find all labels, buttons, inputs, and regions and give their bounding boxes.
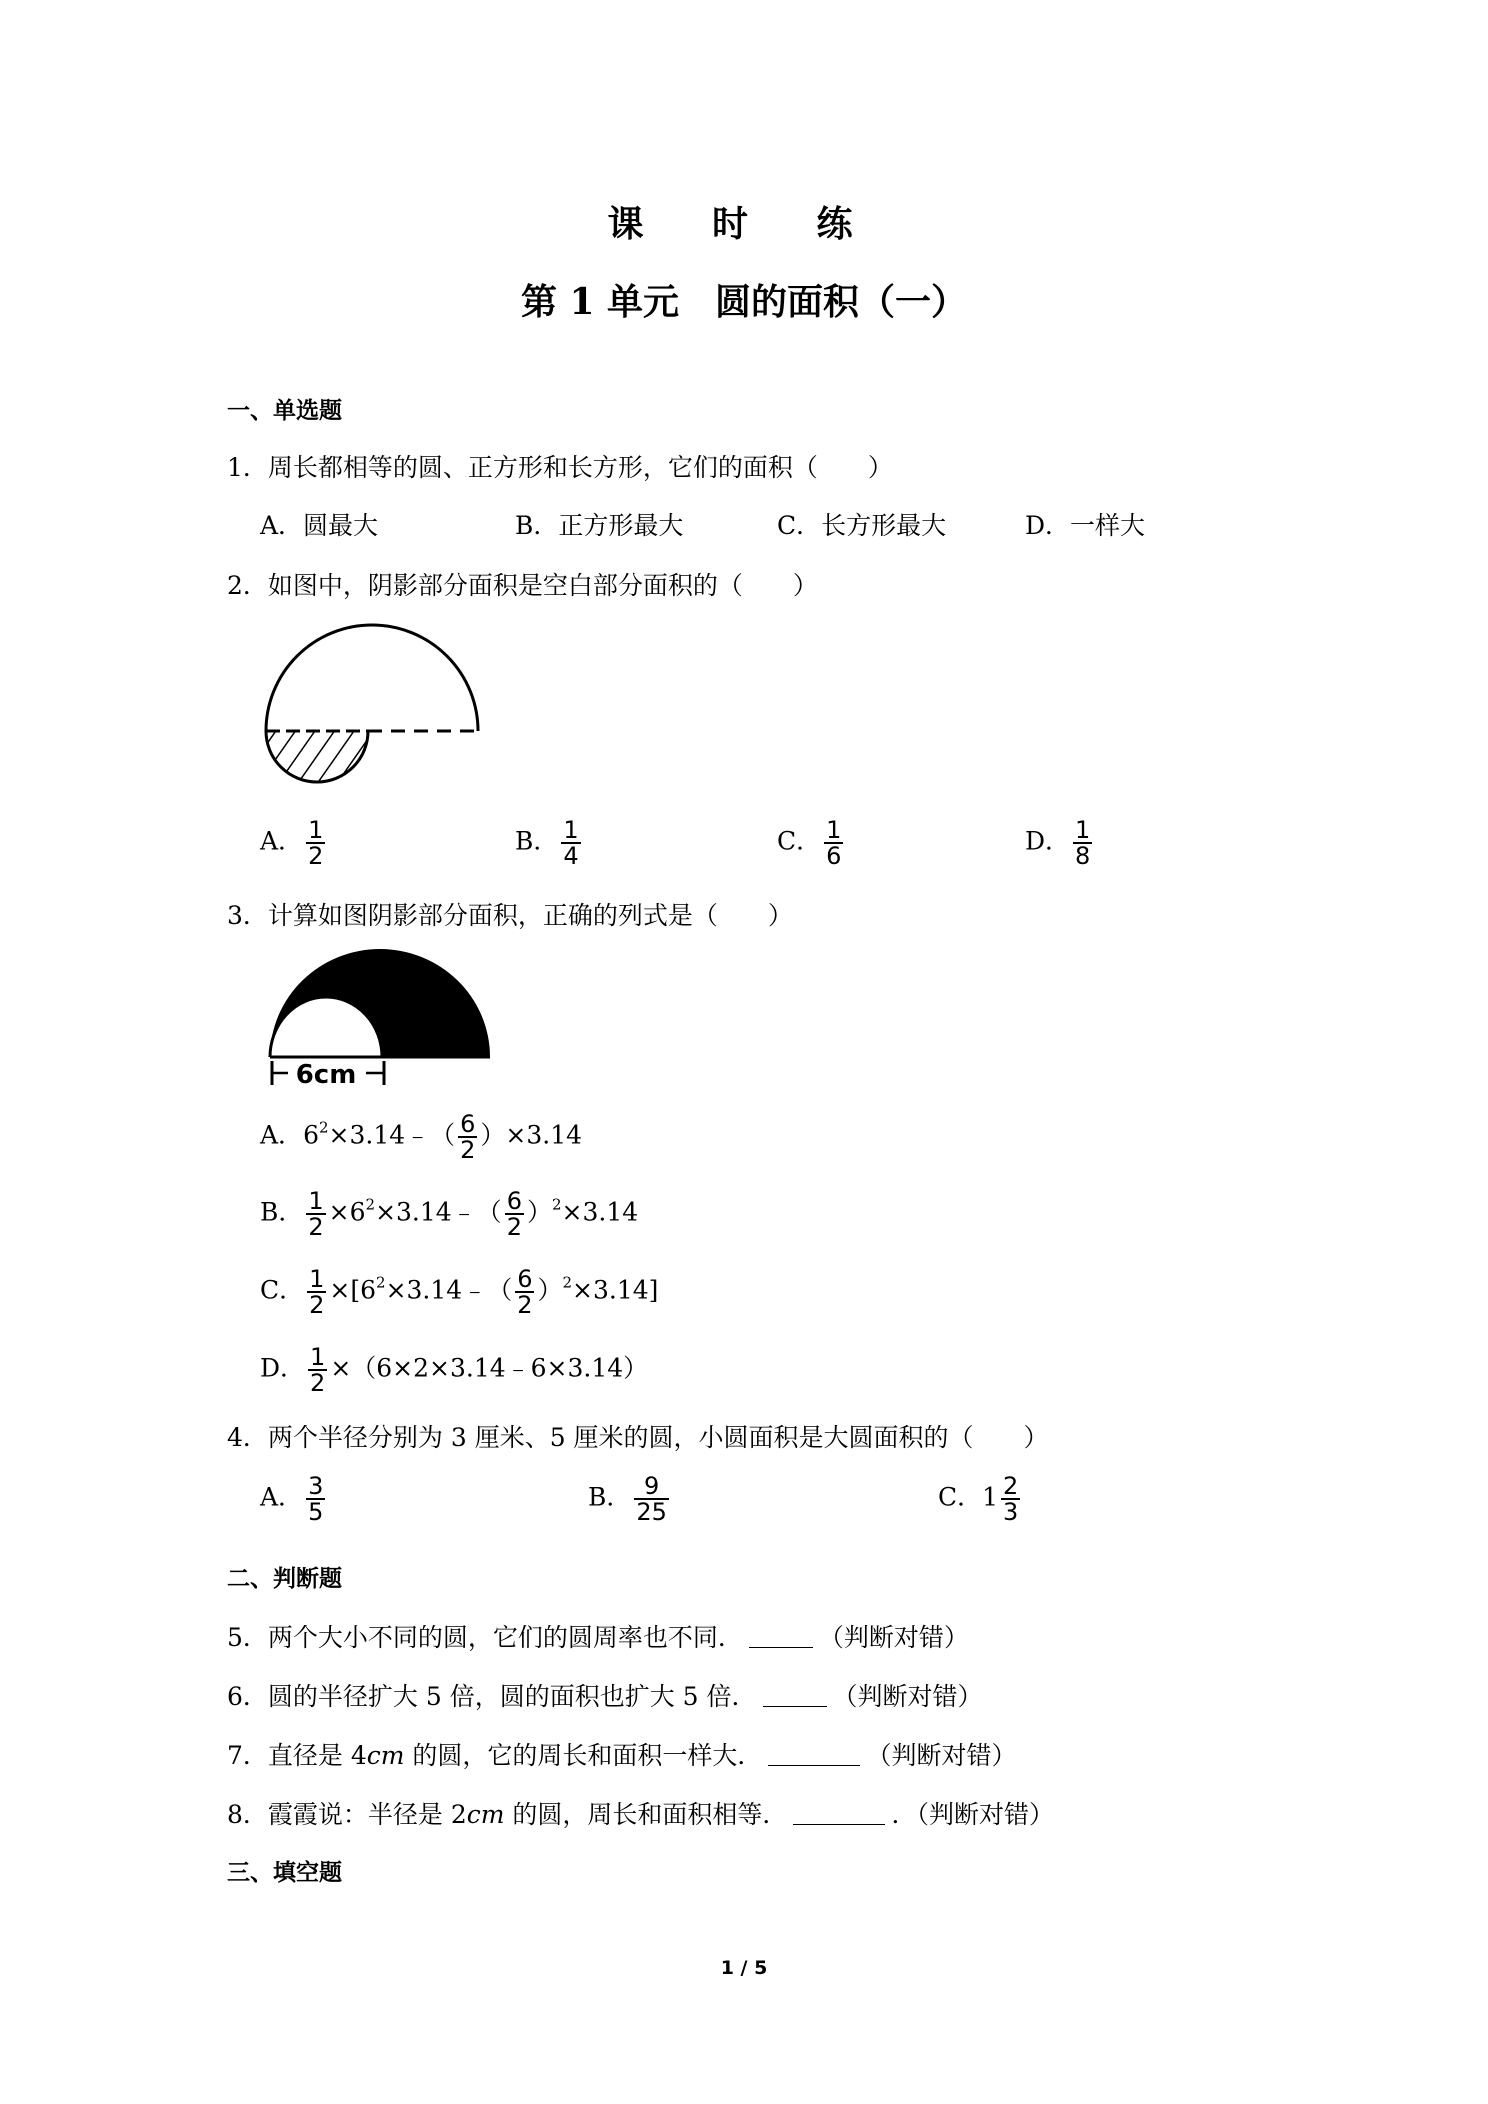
fraction: $\frac{1}{2}$ — [308, 816, 324, 870]
page-title: 课 时 练 — [607, 203, 881, 245]
question-8: 8．霞霞说：半径是 2cm 的圆，周长和面积相等． ．（判断对错） — [227, 1800, 1054, 1829]
question-2-option-a[interactable]: A． $\frac{1}{2}$ — [260, 816, 324, 870]
fraction: $\frac{6}{2}$ — [506, 1187, 522, 1241]
question-2-text: 2．如图中，阴影部分面积是空白部分面积的（ ） — [227, 571, 818, 600]
question-7: 7．直径是 4cm 的圆，它的周长和面积一样大． （判断对错） — [227, 1741, 1017, 1770]
question-4-option-a[interactable]: A． $\frac{3}{5}$ — [260, 1472, 324, 1526]
figure-dimension-label: 6cm — [295, 1060, 357, 1090]
question-2-figure — [255, 620, 495, 795]
question-2-option-d[interactable]: D． $\frac{1}{8}$ — [1025, 816, 1091, 870]
question-3-option-d[interactable]: D． $\frac{1}{2}$ ×（6×2×3.14﹣6×3.14） — [260, 1343, 649, 1397]
section-heading-fill-blank: 三、填空题 — [227, 1859, 342, 1886]
page-number: 1 / 5 — [720, 1957, 768, 1979]
question-3-figure — [262, 945, 502, 1095]
question-4-option-c[interactable]: C．1 $\frac{2}{3}$ — [938, 1472, 1019, 1526]
question-3-option-a[interactable]: A．$6^2\times 3.14﹣$（ $\frac{6}{2}$ ）×3.14 — [260, 1110, 583, 1164]
answer-blank[interactable] — [768, 1743, 860, 1766]
fraction: $\frac{9}{25}$ — [636, 1472, 667, 1526]
question-1-option-c[interactable]: C．长方形最大 — [777, 511, 947, 540]
page-subtitle: 第 1 单元 圆的面积（一） — [520, 281, 968, 323]
question-3-option-b[interactable]: B． $\frac{1}{2}$ $\times 6^2\times 3.14﹣$（ $\frac{6}{2}$ ）$^2$×3.14 — [260, 1187, 639, 1241]
answer-blank[interactable] — [763, 1684, 827, 1707]
fraction: $\frac{1}{6}$ — [826, 816, 842, 870]
question-3-text: 3．计算如图阴影部分面积，正确的列式是（ ） — [227, 901, 793, 930]
section-heading-single-choice: 一、单选题 — [227, 397, 342, 424]
question-2-option-c[interactable]: C． $\frac{1}{6}$ — [777, 816, 842, 870]
question-1-text: 1．周长都相等的圆、正方形和长方形，它们的面积（ ） — [227, 453, 893, 482]
question-1-option-d[interactable]: D．一样大 — [1025, 511, 1146, 540]
fraction: $\frac{3}{5}$ — [308, 1472, 324, 1526]
question-1-option-b[interactable]: B．正方形最大 — [515, 511, 684, 540]
section-heading-true-false: 二、判断题 — [227, 1565, 342, 1592]
fraction: $\frac{6}{2}$ — [460, 1110, 476, 1164]
question-5: 5．两个大小不同的圆，它们的圆周率也不同． （判断对错） — [227, 1623, 969, 1652]
fraction: $\frac{1}{8}$ — [1075, 816, 1091, 870]
question-6: 6．圆的半径扩大 5 倍，圆的面积也扩大 5 倍． （判断对错） — [227, 1682, 983, 1711]
question-2-option-b[interactable]: B． $\frac{1}{4}$ — [515, 816, 579, 870]
question-1-option-a[interactable]: A．圆最大 — [260, 511, 379, 540]
question-4-option-b[interactable]: B． $\frac{9}{25}$ — [588, 1472, 667, 1526]
fraction: $\frac{1}{4}$ — [563, 816, 579, 870]
fraction: $\frac{6}{2}$ — [517, 1265, 533, 1319]
fraction: $\frac{1}{2}$ — [309, 1265, 325, 1319]
answer-blank[interactable] — [793, 1802, 885, 1825]
fraction: $\frac{1}{2}$ — [310, 1343, 326, 1397]
question-3-option-c[interactable]: C． $\frac{1}{2}$ $\times[6^2\times 3.14﹣$（ $\frac{6}{2}$ ）$^2$×3.14] — [260, 1265, 659, 1319]
fraction: $\frac{2}{3}$ — [1003, 1472, 1019, 1526]
fraction: $\frac{1}{2}$ — [308, 1187, 324, 1241]
answer-blank[interactable] — [749, 1625, 813, 1648]
question-4-text: 4．两个半径分别为 3 厘米、5 厘米的圆，小圆面积是大圆面积的（ ） — [227, 1423, 1049, 1452]
